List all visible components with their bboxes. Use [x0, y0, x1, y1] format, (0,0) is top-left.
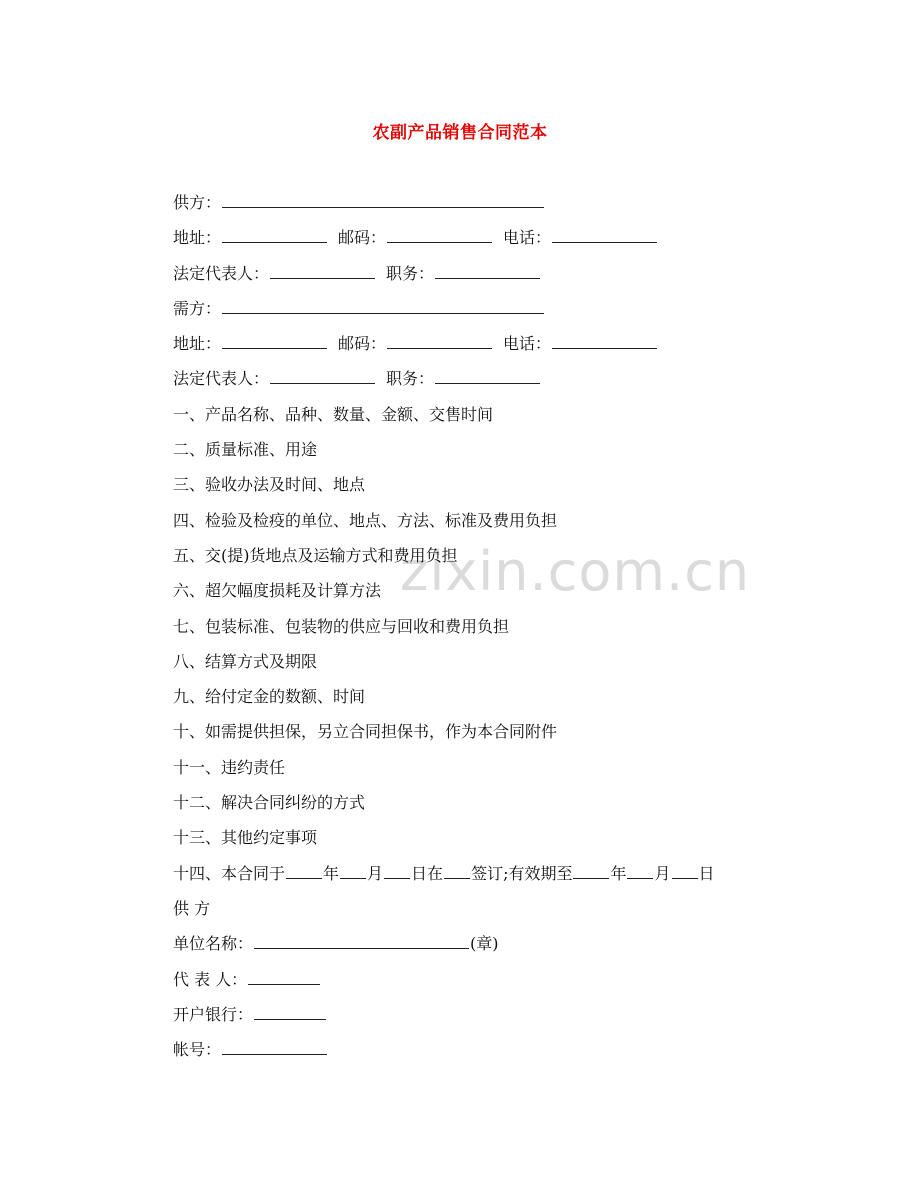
buyer-address-label: 地址：	[173, 334, 222, 354]
buyer-position-label: 职务：	[386, 369, 435, 389]
supplier-name-blank	[222, 193, 544, 208]
term-line	[173, 861, 793, 896]
account-label: 帐号：	[173, 1040, 222, 1060]
buyer-line	[173, 296, 793, 331]
clause-item: 八、结算方式及期限	[173, 651, 318, 671]
term-year-2: 年	[610, 863, 627, 883]
term-signed: 签订;有效期至	[471, 863, 573, 883]
unit-name-blank	[254, 934, 469, 949]
buyer-label: 需方：	[173, 298, 222, 318]
bank-blank	[254, 1005, 326, 1020]
clause-item: 七、包装标准、包装物的供应与回收和费用负担	[173, 616, 510, 636]
supplier-phone-blank	[552, 228, 657, 243]
supplier-address-label: 地址：	[173, 228, 222, 248]
clause-item: 四、检验及检疫的单位、地点、方法、标准及费用负担	[173, 510, 558, 530]
clause-item: 一、产品名称、品种、数量、金额、交售时间	[173, 404, 494, 424]
signature-party: 供 方	[173, 898, 211, 918]
clause-item: 十一、违约责任	[173, 757, 286, 777]
clause-item: 十三、其他约定事项	[173, 828, 318, 848]
clause-item: 三、验收办法及时间、地点	[173, 475, 366, 495]
buyer-address-blank	[222, 334, 327, 349]
end-month-blank	[627, 864, 653, 879]
signature-account-line	[173, 1037, 793, 1072]
signature-rep-blank	[248, 970, 320, 985]
supplier-rep-blank	[270, 264, 375, 279]
signature-unit-line	[173, 931, 793, 966]
buyer-rep-label: 法定代表人：	[173, 369, 270, 389]
signature-bank-line	[173, 1002, 793, 1037]
end-day-blank	[672, 864, 698, 879]
buyer-postcode-label: 邮码：	[338, 334, 387, 354]
supplier-rep-line	[173, 261, 793, 296]
supplier-address-blank	[222, 228, 327, 243]
clause-item: 六、超欠幅度损耗及计算方法	[173, 581, 382, 601]
buyer-phone-blank	[552, 334, 657, 349]
document-title: 农副产品销售合同范本	[372, 123, 548, 143]
signature-rep-line	[173, 967, 793, 1002]
supplier-phone-label: 电话：	[503, 228, 552, 248]
supplier-postcode-label: 邮码：	[338, 228, 387, 248]
supplier-position-label: 职务：	[386, 263, 435, 283]
buyer-name-blank	[222, 299, 544, 314]
end-year-blank	[573, 864, 609, 879]
buyer-postcode-blank	[387, 334, 492, 349]
supplier-rep-label: 法定代表人：	[173, 263, 270, 283]
buyer-phone-label: 电话：	[503, 334, 552, 354]
term-month-1: 月	[367, 863, 384, 883]
start-day-blank	[384, 864, 410, 879]
buyer-rep-blank	[270, 369, 375, 384]
bank-label: 开户银行：	[173, 1004, 254, 1024]
sign-place-blank	[444, 864, 470, 879]
signature-rep-label: 代 表 人：	[173, 969, 248, 989]
supplier-label: 供方：	[173, 193, 222, 212]
buyer-position-blank	[435, 369, 540, 384]
term-year-1: 年	[323, 863, 340, 883]
unit-name-label: 单位名称：	[173, 934, 254, 954]
clause-item: 二、质量标准、用途	[173, 440, 318, 460]
clause-item: 十二、解决合同纠纷的方式	[173, 793, 366, 813]
term-prefix: 十四、本合同于	[173, 863, 286, 883]
clause-item: 九、给付定金的数额、时间	[173, 687, 366, 707]
supplier-postcode-blank	[387, 228, 492, 243]
supplier-position-blank	[435, 264, 540, 279]
supplier-line	[173, 190, 793, 225]
seal-label: (章)	[470, 934, 499, 954]
buyer-rep-line	[173, 366, 793, 401]
clause-item: 五、交(提)货地点及运输方式和费用负担	[173, 545, 458, 565]
term-day-2: 日	[698, 863, 715, 883]
watermark: zixin.com.cn	[400, 540, 751, 603]
term-month-2: 月	[654, 863, 671, 883]
start-year-blank	[286, 864, 322, 879]
contract-body	[173, 190, 793, 1072]
clause-item: 十、如需提供担保，另立合同担保书，作为本合同附件	[173, 722, 558, 742]
start-month-blank	[340, 864, 366, 879]
supplier-address-line	[173, 225, 793, 260]
term-day-1: 日在	[411, 863, 444, 883]
buyer-address-line	[173, 331, 793, 366]
account-blank	[222, 1040, 327, 1055]
